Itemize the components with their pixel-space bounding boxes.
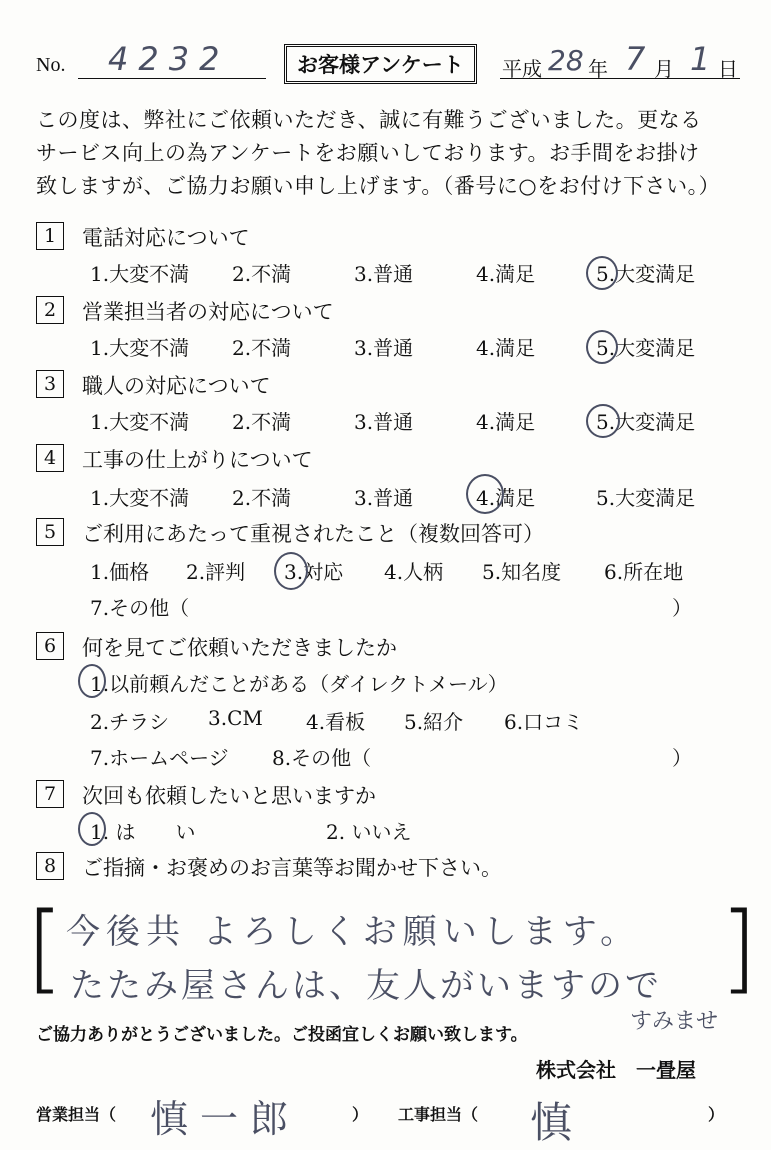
option[interactable]: 5.紹介 [404,710,464,734]
option[interactable]: 3.CM [208,706,263,730]
option-selected[interactable]: 5.大変満足 [596,336,696,360]
question-text: ご指摘・お褒めのお言葉等お聞かせ下さい。 [82,856,502,880]
option[interactable]: 4.人柄 [384,560,444,584]
comment-line: 今後共 よろしくお願いします。 [66,912,641,952]
day-unit: 日 [718,59,738,81]
option[interactable]: 1.価格 [90,560,150,584]
work-label: 工事担当（ [398,1107,479,1124]
option[interactable]: 1.大変不満 [90,410,190,434]
question-number: 7 [36,780,64,808]
company-name: 株式会社 一畳屋 [536,1060,696,1082]
comment-line: たたみ屋さんは、友人がいますので [70,966,662,1006]
thanks-message: ご協力ありがとうございました。ご投函宜しくお願い致します。 [36,1025,528,1044]
no-value: 4232 [108,40,230,78]
option-selected[interactable]: 5.大変満足 [596,410,696,434]
option-selected[interactable]: 3.対応 [284,560,344,584]
question-text: 何を見てご依頼いただきましたか [82,636,397,660]
question-number: 2 [36,296,64,324]
question-text: 職人の対応について [82,374,271,398]
work-close: ） [708,1107,725,1124]
option[interactable]: 1.大変不満 [90,336,190,360]
year-value: 28 [548,44,584,77]
question-text: 工事の仕上がりについて [82,448,313,472]
option-selected[interactable]: 4.満足 [476,486,536,510]
option[interactable]: 2.評判 [186,560,246,584]
question-number: 6 [36,632,64,660]
option-other[interactable]: 8.その他（ [272,746,372,770]
comment-line: すみませ [630,1009,719,1034]
question-number: 3 [36,370,64,398]
option[interactable]: 4.満足 [476,262,536,286]
intro-line: 致しますが、ご協力お願い申し上げます。（番号に○をお付け下さい。） [36,174,721,198]
option[interactable]: 2.不満 [232,486,292,510]
sales-close: ） [352,1107,369,1124]
question-text: 次回も依頼したいと思いますか [82,784,376,808]
intro-paragraph [36,104,756,203]
option[interactable]: 1.大変不満 [90,262,190,286]
question-number: 8 [36,852,64,880]
question-number: 5 [36,518,64,546]
question-text: ご利用にあたって重視されたこと（複数回答可） [82,522,544,546]
year-unit: 年 [588,59,608,81]
question-number: 4 [36,444,64,472]
no-label: No. [36,54,66,76]
selection-circle [466,474,504,514]
option[interactable]: 3.普通 [354,486,414,510]
option-other-close: ） [672,596,692,620]
month-value: 7 [625,40,646,78]
option[interactable]: 5.大変満足 [596,486,696,510]
sales-label: 営業担当（ [36,1107,117,1124]
option[interactable]: 1.大変不満 [90,486,190,510]
comment-open-bracket: [ [26,892,64,1004]
option[interactable]: 6.所在地 [604,560,684,584]
option-other-close: ） [672,746,692,770]
question-text: 電話対応について [82,226,250,250]
option[interactable]: 4.満足 [476,336,536,360]
work-value: 慎 [530,1098,573,1147]
option-selected[interactable]: 1.以前頼んだことがある（ダイレクトメール） [90,672,508,696]
option[interactable]: 2.不満 [232,336,292,360]
question-text: 営業担当者の対応について [82,300,334,324]
selection-circle [586,256,618,290]
option-other[interactable]: 7.その他（ [90,596,190,620]
selection-circle [586,330,618,364]
date-underline [500,78,740,79]
selection-circle [274,552,308,590]
sales-value: 慎一郎 [150,1097,301,1141]
selection-circle [586,404,620,438]
option[interactable]: 4.看板 [306,710,366,734]
day-value: 1 [690,40,711,78]
option[interactable]: 4.満足 [476,410,536,434]
option[interactable]: 2.不満 [232,262,292,286]
option[interactable]: 2.不満 [232,410,292,434]
option[interactable]: 2. いいえ [326,820,412,844]
option[interactable]: 5.知名度 [482,560,562,584]
intro-line: この度は、弊社にご依頼いただき、誠に有難うございました。更なる [36,108,702,132]
option[interactable]: 7.ホームページ [90,746,229,770]
form-title: お客様アンケート [284,44,477,84]
option[interactable]: 6.口コミ [504,710,584,734]
comment-close-bracket: ] [720,892,758,1004]
option-selected[interactable]: 5.大変満足 [596,262,696,286]
no-underline [78,78,266,79]
intro-line: サービス向上の為アンケートをお願いしております。お手間をお掛け [36,141,700,165]
selection-circle [78,664,106,698]
option[interactable]: 3.普通 [354,410,414,434]
month-unit: 月 [654,59,674,81]
option-selected[interactable]: 1. は い [90,820,196,844]
selection-circle [78,812,106,846]
option[interactable]: 3.普通 [354,336,414,360]
option[interactable]: 3.普通 [354,262,414,286]
option[interactable]: 2.チラシ [90,710,170,734]
question-number: 1 [36,222,64,250]
era-label: 平成 [502,59,542,81]
